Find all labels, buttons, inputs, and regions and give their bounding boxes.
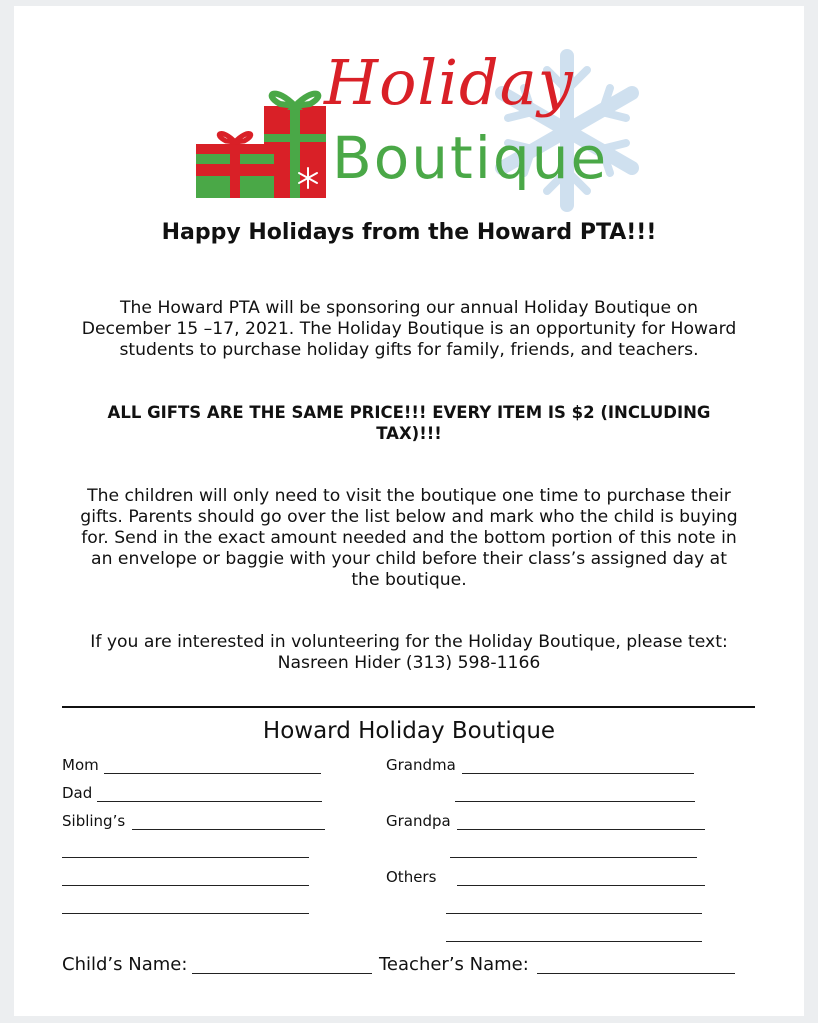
intro-paragraph: [14, 298, 804, 361]
mom-field[interactable]: [104, 773, 321, 774]
instructions-paragraph: [14, 486, 804, 591]
child-name-field[interactable]: [192, 973, 372, 974]
child-name-label: Child’s Name:: [62, 954, 188, 975]
sibling-field-2[interactable]: [62, 857, 309, 858]
dad-field[interactable]: [97, 801, 322, 802]
dad-label: Dad: [62, 784, 93, 802]
siblings-label: Sibling’s: [62, 812, 126, 830]
instructions-line-1: The children will only need to visit the boutique one time to purchase their: [87, 486, 731, 506]
grandpa-field-2[interactable]: [450, 857, 697, 858]
grandpa-field-1[interactable]: [457, 829, 705, 830]
sibling-field-1[interactable]: [132, 829, 325, 830]
instructions-line-4: an envelope or baggie with your child before their class’s assigned day at: [91, 549, 727, 569]
price-notice: [14, 402, 804, 444]
instructions-line-3: for. Send in the exact amount needed and the bottom portion of this note in: [81, 528, 737, 548]
form-title: Howard Holiday Boutique: [262, 718, 556, 744]
sibling-field-4[interactable]: [62, 913, 309, 914]
intro-line-1: The Howard PTA will be sponsoring our annual Holiday Boutique on: [120, 298, 698, 318]
logo-sans-text: Boutique: [332, 124, 609, 192]
teacher-name-label: Teacher’s Name:: [379, 954, 529, 975]
teacher-name-field[interactable]: [537, 973, 735, 974]
mom-label: Mom: [62, 756, 99, 774]
others-field-3[interactable]: [446, 941, 702, 942]
volunteer-paragraph: [14, 632, 804, 674]
logo-script-text: Holiday: [324, 46, 574, 119]
sibling-field-3[interactable]: [62, 885, 309, 886]
price-notice-line-2: TAX)!!!: [376, 424, 442, 443]
others-field-2[interactable]: [446, 913, 702, 914]
intro-line-2: December 15 –17, 2021. The Holiday Boutique is an opportunity for Howard: [81, 319, 737, 339]
volunteer-line-1: If you are interested in volunteering for the Holiday Boutique, please text:: [90, 632, 728, 652]
others-label: Others: [386, 868, 437, 886]
volunteer-contact: Nasreen Hider (313) 598-1166: [277, 653, 541, 673]
holiday-boutique-logo: [182, 46, 662, 216]
price-notice-line-1: ALL GIFTS ARE THE SAME PRICE!!! EVERY ITEM IS $2 (INCLUDING: [107, 403, 711, 422]
grandma-label: Grandma: [386, 756, 456, 774]
intro-line-3: students to purchase holiday gifts for family, friends, and teachers.: [119, 340, 699, 360]
grandma-field-2[interactable]: [455, 801, 695, 802]
cut-line-divider: [62, 706, 755, 708]
document-page: [14, 6, 804, 1016]
page-heading: Happy Holidays from the Howard PTA!!!: [161, 220, 657, 245]
grandpa-label: Grandpa: [386, 812, 451, 830]
instructions-line-2: gifts. Parents should go over the list below and mark who the child is buying: [80, 507, 738, 527]
gift-box-icon: [196, 84, 336, 202]
others-field-1[interactable]: [457, 885, 705, 886]
instructions-line-5: the boutique.: [351, 570, 467, 590]
grandma-field-1[interactable]: [462, 773, 694, 774]
